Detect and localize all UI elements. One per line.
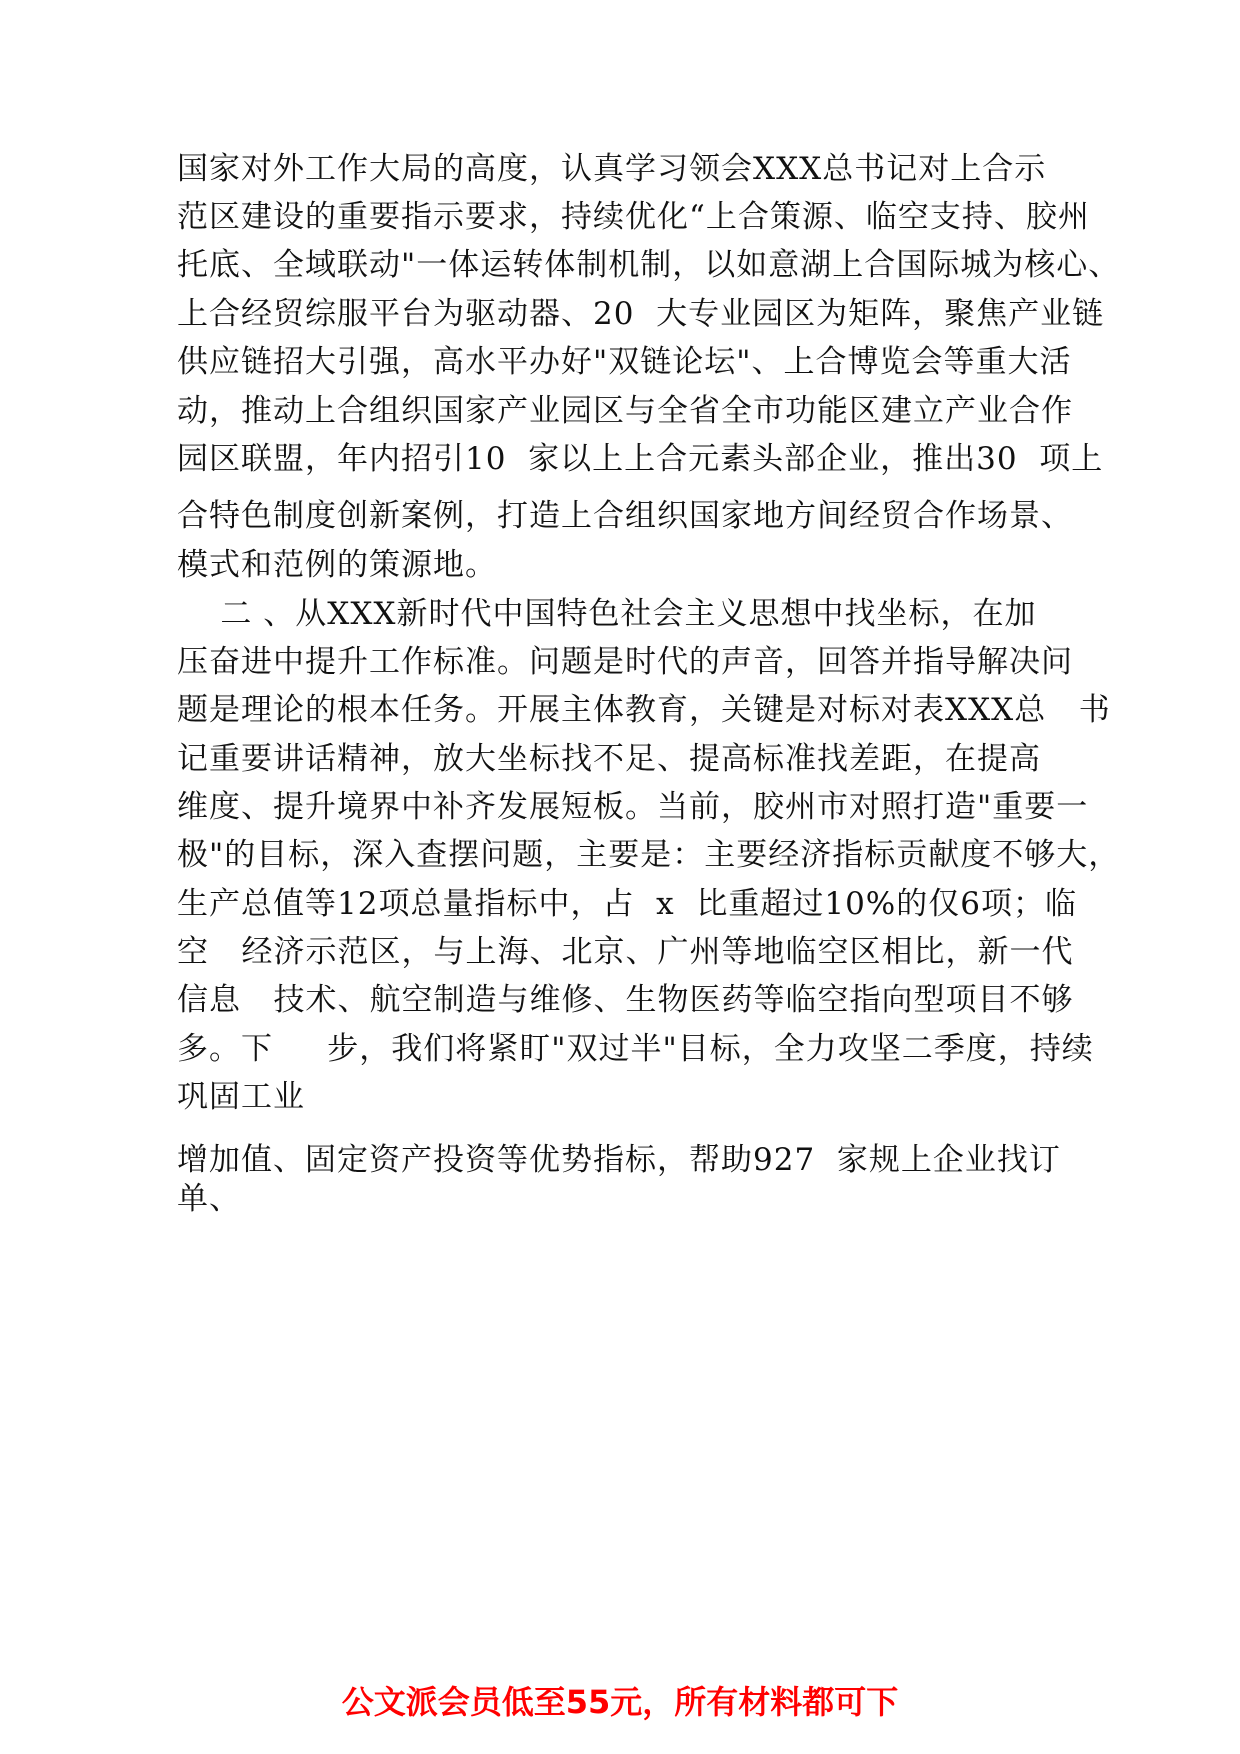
body-text-line: 动，推动上合组织国家产业园区与全省全市功能区建立产业合作 — [177, 393, 1073, 429]
body-text-line: 巩固工业 — [177, 1079, 305, 1115]
section-heading-line: 二 、从XXX新时代中国特色社会主义思想中找坐标，在加 — [177, 596, 1037, 632]
body-text-line: 多。下 步，我们将紧盯"双过半"目标，全力攻坚二季度，持续 — [177, 1031, 1094, 1067]
body-text-line: 范区建设的重要指示要求，持续优化“上合策源、临空支持、胶州 — [177, 199, 1090, 235]
body-text-line: 上合经贸综服平台为驱动器、20 大专业园区为矩阵，聚焦产业链 — [177, 296, 1105, 332]
body-text-line: 托底、全域联动"一体运转体制机制，以如意湖上合国际城为核心、 — [177, 247, 1121, 283]
body-text-line: 信息 技术、航空制造与维修、生物医药等临空指向型项目不够 — [177, 982, 1074, 1018]
body-text-line: 增加值、固定资产投资等优势指标，帮助927 家规上企业找订 — [177, 1142, 1061, 1178]
body-text-line: 记重要讲话精神，放大坐标找不足、提高标准找差距，在提高 — [177, 741, 1041, 777]
body-text-line: 国家对外工作大局的高度，认真学习领会XXX总书记对上合示 — [177, 151, 1047, 187]
body-text-line: 生产总值等12项总量指标中，占 x 比重超过10%的仅6项；临 — [177, 886, 1077, 922]
body-text-line: 压奋进中提升工作标准。问题是时代的声音，回答并指导解决问 — [177, 644, 1073, 680]
body-text-line: 单、 — [177, 1181, 241, 1217]
body-text-line: 空 经济示范区，与上海、北京、广州等地临空区相比，新一代 — [177, 934, 1074, 970]
body-text-line: 供应链招大引强，高水平办好"双链论坛"、上合博览会等重大活 — [177, 344, 1072, 380]
promo-footer-banner: 公文派会员低至55元，所有材料都可下 — [341, 1683, 899, 1721]
body-text-line: 维度、提升境界中补齐发展短板。当前，胶州市对照打造"重要一 — [177, 789, 1089, 825]
body-text-line: 合特色制度创新案例，打造上合组织国家地方间经贸合作场景、 — [177, 498, 1073, 534]
body-text-line: 极"的目标，深入查摆问题，主要是：主要经济指标贡献度不够大， — [177, 837, 1121, 873]
body-text-line: 题是理论的根本任务。开展主体教育，关键是对标对表XXX总 书 — [177, 692, 1111, 728]
body-text-line: 模式和范例的策源地。 — [177, 547, 497, 583]
body-text-line: 园区联盟，年内招引10 家以上上合元素头部企业，推出30 项上 — [177, 441, 1104, 477]
